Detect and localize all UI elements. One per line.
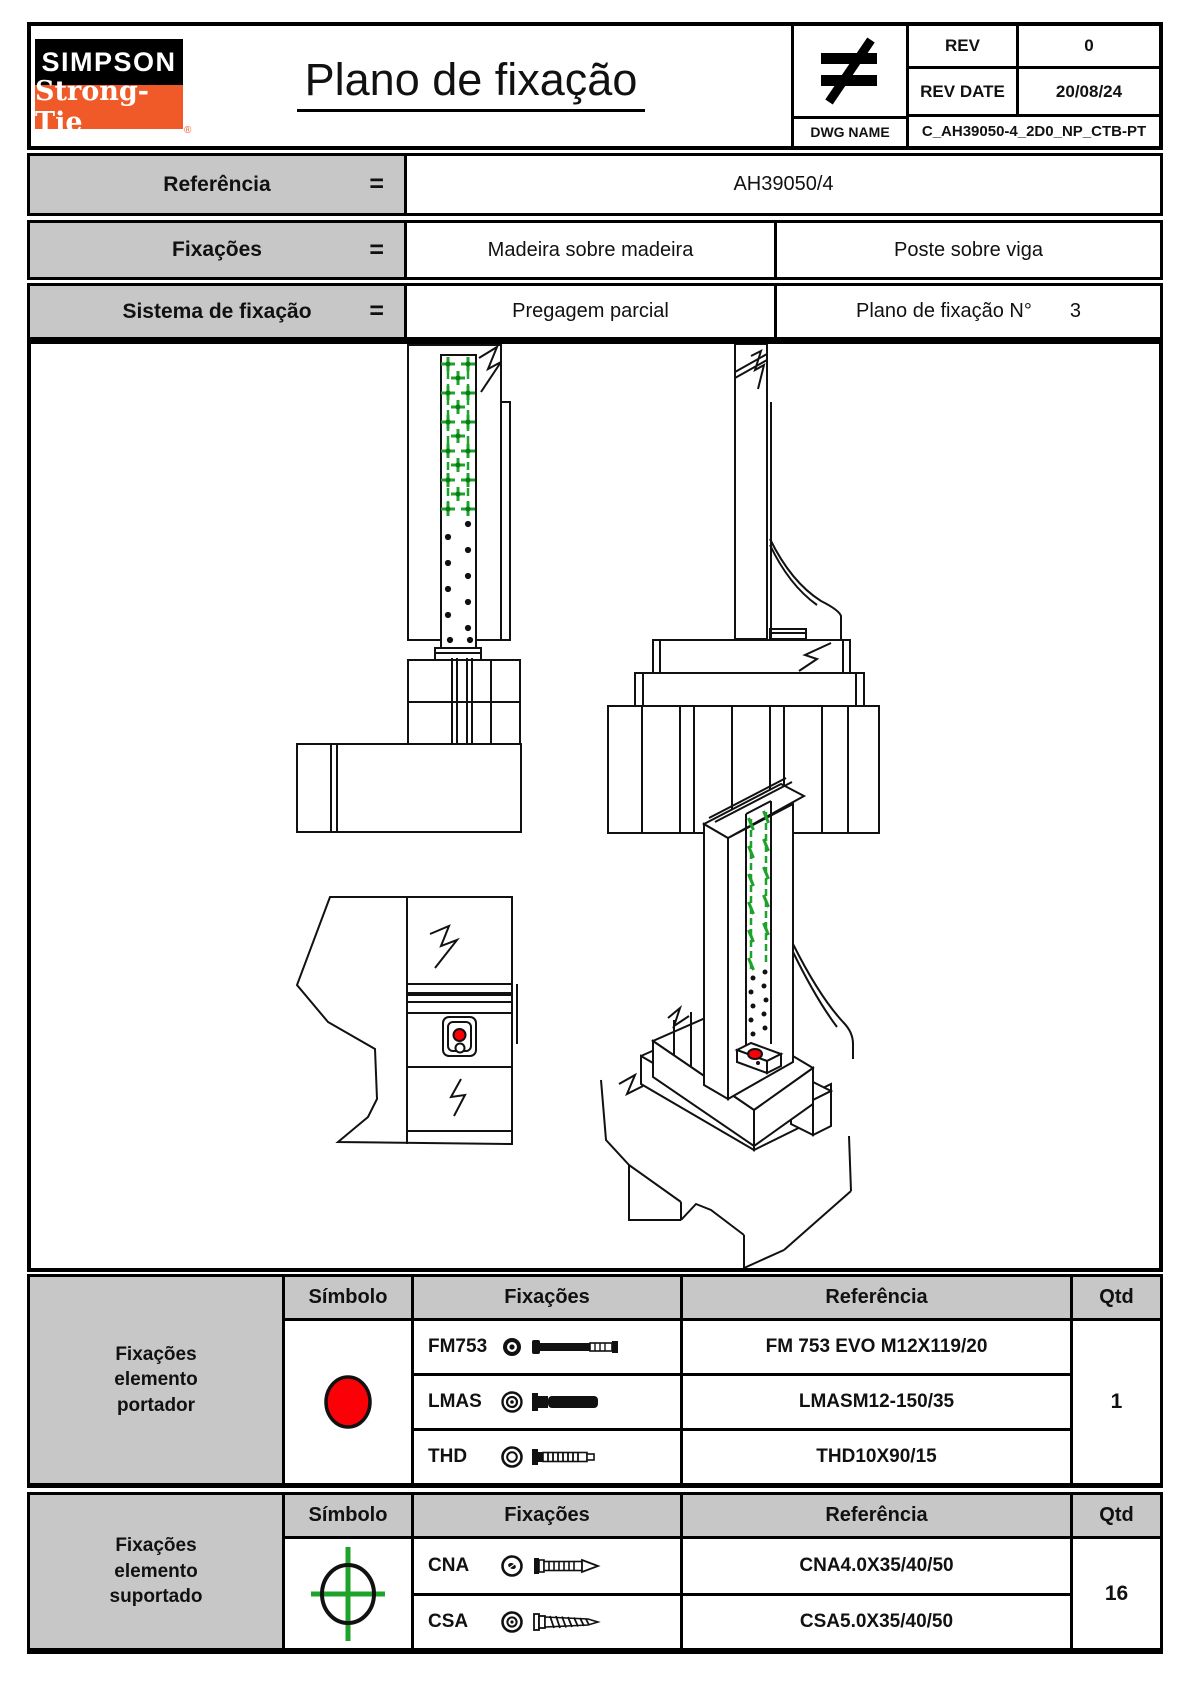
lmas-bolt-icon	[500, 1388, 632, 1416]
fm753-reference-cell: FM 753 EVO M12X119/20	[683, 1321, 1070, 1373]
fixing-row-lmas: LMAS	[414, 1376, 680, 1428]
drawing-area	[27, 340, 1163, 1272]
rev-value-cell: 0	[1016, 26, 1159, 69]
symbol-column-header: Símbolo	[285, 1277, 411, 1318]
logo-text-strongtie: Strong-Tie	[35, 76, 149, 138]
fixings-type-row	[27, 220, 1163, 280]
fixing-system-label-cell: Sistema de fixação =	[30, 286, 404, 337]
plan-number-value: 3	[1069, 300, 1081, 322]
fixing-system-row	[27, 283, 1163, 340]
carrier-symbol-cell	[285, 1321, 411, 1483]
rev-label-cell: REV	[906, 26, 1016, 69]
supported-fixings-table	[27, 1492, 1163, 1654]
qty-column-header: Qtd	[1073, 1495, 1160, 1536]
fixing-system-value-cell: Pregagem parcial	[407, 286, 774, 337]
carrier-fixings-table	[27, 1274, 1163, 1488]
csa-screw-icon	[500, 1608, 632, 1636]
not-equal-projection-icon	[813, 36, 887, 106]
fm753-bolt-icon	[500, 1333, 632, 1361]
strongtie-logo-bottom	[35, 76, 183, 138]
reference-column-header: Referência	[683, 1277, 1070, 1318]
qty-column-header: Qtd	[1073, 1277, 1160, 1318]
logo-text-simpson: SIMPSON	[41, 46, 177, 77]
plan-view	[297, 897, 517, 1144]
cna-nail-icon	[500, 1552, 632, 1580]
fixing-row-thd: THD	[414, 1431, 680, 1483]
cna-reference-cell: CNA4.0X35/40/50	[683, 1539, 1070, 1593]
supported-qty-cell: 16	[1073, 1539, 1160, 1648]
carrier-qty-cell: 1	[1073, 1321, 1160, 1483]
red-circle-symbol-icon	[319, 1370, 377, 1434]
dwg-name-label-cell: DWG NAME	[810, 123, 890, 140]
plan-number-cell: Plano de fixação N° 3	[777, 286, 1160, 337]
registered-mark: ®	[184, 125, 192, 136]
equals-sign: =	[369, 297, 384, 325]
rev-date-label-cell: REV DATE	[906, 69, 1016, 117]
reference-row	[27, 153, 1163, 216]
supported-symbol-cell	[285, 1539, 411, 1648]
front-view	[297, 345, 521, 832]
fixing-row-cna: CNA	[414, 1539, 680, 1593]
reference-value-cell: AH39050/4	[407, 156, 1160, 213]
thd-reference-cell: THD10X90/15	[683, 1431, 1070, 1483]
csa-reference-cell: CSA5.0X35/40/50	[683, 1596, 1070, 1648]
thd-screw-icon	[500, 1443, 632, 1471]
fixings-value2-cell: Poste sobre viga	[777, 223, 1160, 277]
projection-symbol-cell	[794, 26, 906, 119]
green-crosshair-symbol-icon	[302, 1543, 394, 1645]
lmas-reference-cell: LMASM12-150/35	[683, 1376, 1070, 1428]
technical-drawing	[31, 344, 1159, 1268]
equals-sign: =	[369, 235, 384, 264]
fixing-row-csa: CSA	[414, 1596, 680, 1648]
carrier-group-label: Fixações elemento portador	[30, 1277, 282, 1483]
fixing-row-fm753: FM753	[414, 1321, 680, 1373]
supported-group-label: Fixações elemento suportado	[30, 1495, 282, 1648]
header-title-block	[27, 22, 1163, 150]
fixings-column-header: Fixações	[414, 1277, 680, 1318]
reference-label-cell: Referência =	[30, 156, 404, 213]
equals-sign: =	[369, 170, 384, 198]
fixings-column-header: Fixações	[414, 1495, 680, 1536]
page-title: Plano de fixação	[191, 48, 751, 118]
fixings-value1-cell: Madeira sobre madeira	[407, 223, 774, 277]
fixings-label-cell: Fixações =	[30, 223, 404, 277]
reference-column-header: Referência	[683, 1495, 1070, 1536]
side-view	[608, 344, 879, 833]
symbol-column-header: Símbolo	[285, 1495, 411, 1536]
dwg-name-value-cell: C_AH39050-4_2D0_NP_CTB-PT	[906, 117, 1159, 146]
isometric-view	[601, 778, 853, 1268]
rev-date-value-cell: 20/08/24	[1016, 69, 1159, 117]
